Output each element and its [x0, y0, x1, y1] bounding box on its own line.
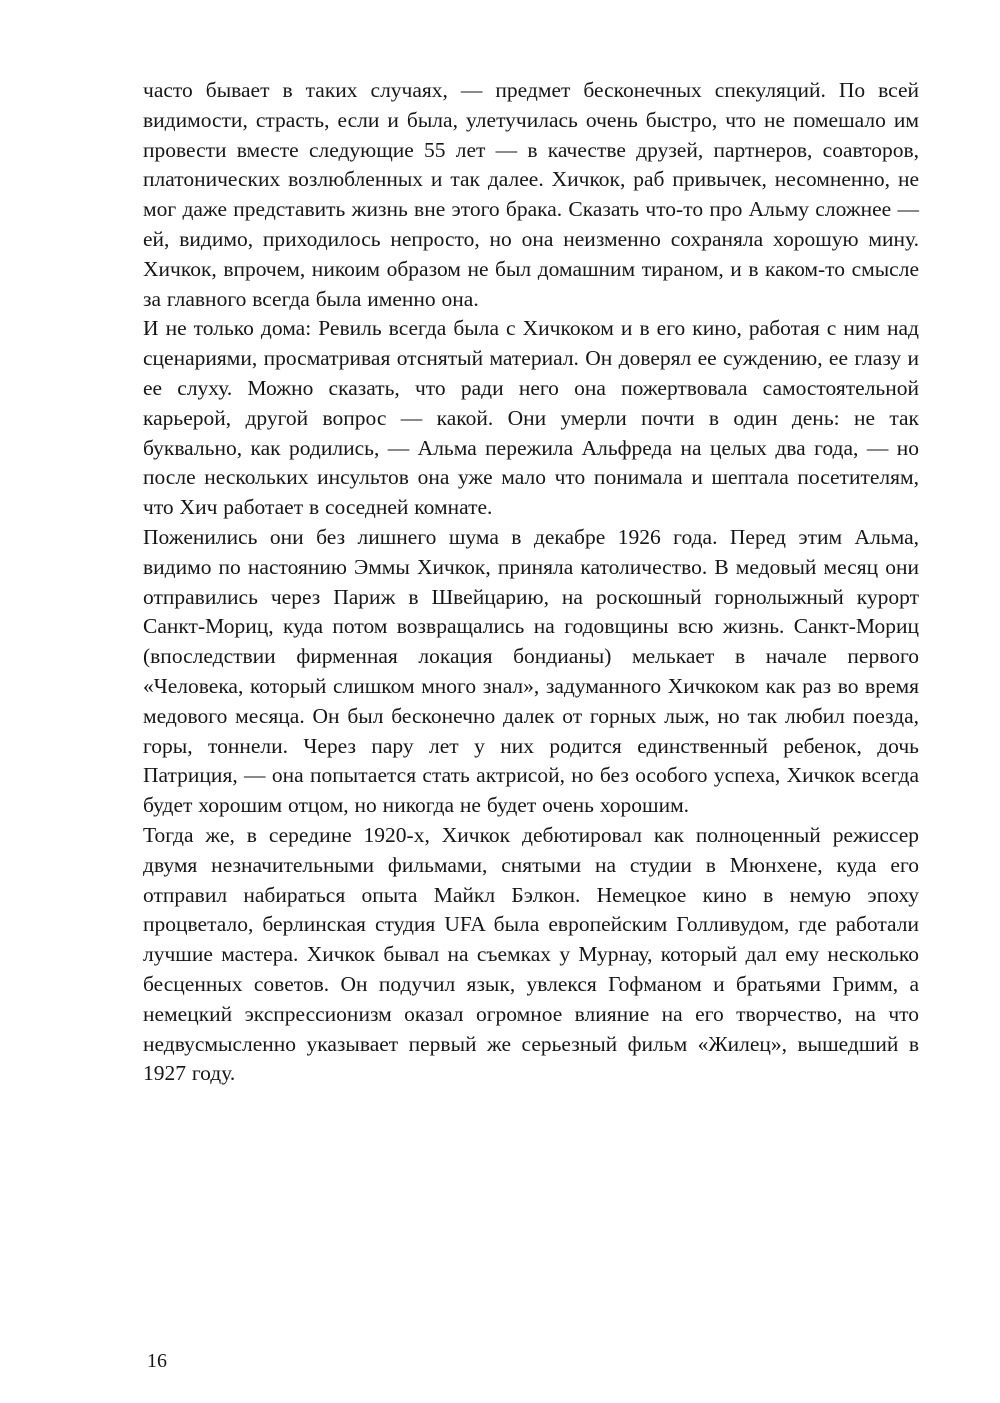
page-number: 16 — [147, 1350, 167, 1372]
body-text — [143, 76, 919, 1089]
paragraph: часто бывает в таких случаях, — предмет бесконечных спекуляций. По всей видимости, страсть, если и была, улетучилась очень быстро, что не помешало им провести вместе следующие 55 лет — в качестве друзей, партнеров, соавторов, платонических возлюбленных и так далее. Хичкок, раб привычек, несомненно, не мог даже представить жизнь вне этого брака. Сказать что-то про Альму сложнее — ей, видимо, приходилось непросто, но она неизменно сохраняла хорошую мину. Хичкок, впрочем, никоим образом не был домашним тираном, и в каком-то смысле за главного всегда была именно она. — [143, 78, 919, 311]
paragraph: Поженились они без лишнего шума в декабре 1926 года. Перед этим Альма, видимо по настоянию Эммы Хичкок, приняла католичество. В медовый месяц они отправились через Париж в Швейцарию, на роскошный горнолыжный курорт Санкт-Мориц, куда потом возвращались на годовщины всю жизнь. Санкт-Мориц (впоследствии фирменная локация бондианы) мелькает в начале первого «Человека, который слишком много знал», задуманного Хичкоком как раз во время медового месяца. Он был бесконечно далек от горных лыж, но так любил поезда, горы, тоннели. Через пару лет у них родится единственный ребенок, дочь Патриция, — она попытается стать актрисой, но без особого успеха, Хичкок всегда будет хорошим отцом, но никогда не будет очень хорошим. — [143, 524, 919, 818]
paragraph: Тогда же, в середине 1920-х, Хичкок дебютировал как полноценный режиссер двумя незначительными фильмами, снятыми на студии в Мюнхене, куда его отправил набираться опыта Майкл Бэлкон. Немецкое кино в немую эпоху процветало, берлинская студия UFA была европейским Голливудом, где работали лучшие мастера. Хичкок бывал на съемках у Мурнау, который дал ему несколько бесценных советов. Он подучил язык, увлекся Гофманом и братьями Гримм, а немецкий экспрессионизм оказал огромное влияние на его творчество, на что недвусмысленно указывает первый же серьезный фильм «Жилец», вышедший в 1927 году. — [143, 822, 919, 1086]
paragraph: И не только дома: Ревиль всегда была с Хичкоком и в его кино, работая с ним над сценариями, просматривая отснятый материал. Он доверял ее суждению, ее глазу и ее слуху. Можно сказать, что ради него она пожертвовала самостоятельной карьерой, другой вопрос — какой. Они умерли почти в один день: не так буквально, как родились, — Альма пережила Альфреда на целых два года, — но после нескольких инсультов она уже мало что понимала и шептала посетителям, что Хич работает в соседней комнате. — [143, 316, 919, 520]
